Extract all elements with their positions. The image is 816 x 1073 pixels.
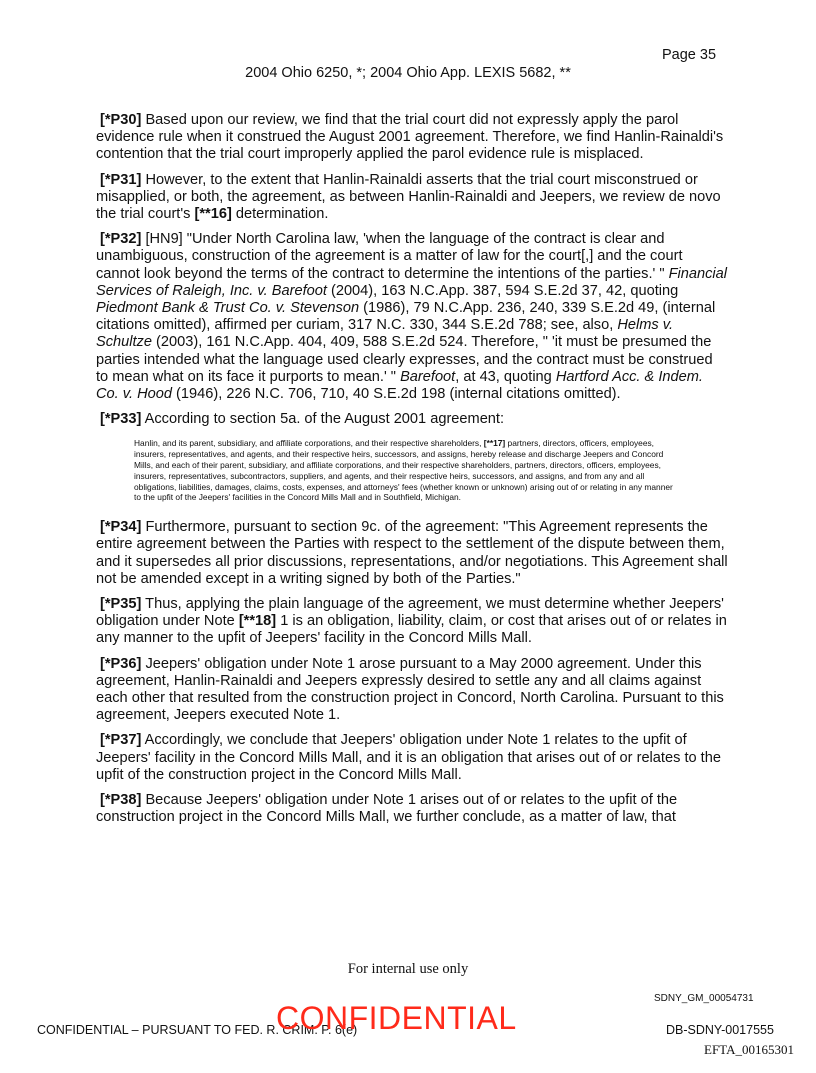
quote-text: Hanlin, and its parent, subsidiary, and affiliate corporations, and their respective shareholders, [134,438,482,449]
page-break-marker: [**16] [194,206,232,223]
bates-number-sdny-gm: SDNY_GM_00054731 [654,993,754,1004]
paragraph-text: (1986), 79 N.C.App. 236, 240, 339 S.E.2d 49, (internal citations omitted), affirmed per curiam, 317 N.C. 330, 344 S.E.2d 788; see, also, [96,300,716,334]
page-break-marker: [**18] [238,613,277,630]
paragraph-p30 [96,112,728,164]
case-name: Financial Services of Raleigh, Inc. v. Barefoot [96,265,728,299]
paragraph-p35 [96,596,728,648]
paragraph-text: Based upon our review, we find that the trial court did not expressly apply the parol evidence rule when it construed the August 2001 agreement. Therefore, we find Hanlin-Rainaldi's contention that the trial court improperly applied the parol evidence rule is misplaced. [96,112,724,163]
case-name: Helms v. Schultze [96,317,674,351]
internal-use-note: For internal use only [347,961,469,977]
paragraph-marker: [*P34] [100,519,142,536]
paragraph-text: 1 is an obligation, liability, claim, or cost that arises out of or relates in any manner to the upfit of Jeepers' facility in the Concord Mills Mall. [96,613,727,647]
paragraph-p34 [96,519,728,588]
paragraph-marker: [*P33] [100,411,142,428]
paragraph-text: , at 43, quoting [455,368,552,385]
case-citation: 2004 Ohio 6250, *; 2004 Ohio App. LEXIS 5682, ** [245,65,571,81]
paragraph-marker: [*P30] [100,112,142,128]
confidential-stamp: CONFIDENTIAL [276,1000,517,1036]
paragraph-p36 [96,656,728,725]
page-number: Page 35 [662,47,717,63]
paragraph-text: Accordingly, we conclude that Jeepers' obligation under Note 1 relates to the upfit of Jeepers' facility in the Concord Mills Mall, and it is an obligation that arises out of or relates to the upfit of the construction project in the Concord Mills Mall. [96,732,721,783]
paragraph-p31 [96,172,728,224]
paragraph-marker: [*P38] [100,792,142,809]
paragraph-marker: [*P32] [100,231,142,248]
paragraph-text: Because Jeepers' obligation under Note 1 arises out of or relates to the upfit of the construction project in the Concord Mills Mall, we further conclude, as a matter of law, that [96,792,678,826]
paragraph-marker: [*P36] [100,655,142,672]
bates-number-efta: EFTA_00165301 [704,1042,794,1057]
paragraph-marker: [*P35] [100,596,142,613]
paragraph-p38 [96,792,728,826]
paragraph-text: Jeepers' obligation under Note 1 arose pursuant to a May 2000 agreement. Under this agreement, Hanlin-Rainaldi and Jeepers expressly desired to settle any and all claims against each other that resulted from the construction project in Concord, North Carolina. Pursuant to this agreement, Jeepers executed Note 1. [96,655,724,724]
paragraph-p37 [96,732,728,784]
quote-text: partners, directors, officers, employees, insurers, representatives, and agents, and their respective heirs, successors, and assigns, hereby release and discharge Jeepers and Concord Mills, and each of their parent, subsidiary, and affiliate corporations, and their respective shareholders, partners, directors, officers, employees, insurers, representatives, subcontractors, suppliers, and agents, and their respective heirs, successors, and assigns, and from any and all obligations, liabilities, damages, claims, costs, expenses, and attorneys' fees (whether known or unknown) arising out of or relating in any manner to the upfit of the Jeepers' facilities in the Concord Mills Mall and in Southfield, Michigan. [134,438,673,503]
paragraph-text: However, to the extent that Hanlin-Rainaldi asserts that the trial court misconstrued or misapplied, or both, the agreement, as between Hanlin-Rainaldi and Jeepers, we review de novo the trial court's [96,171,721,223]
paragraph-text: [HN9] "Under North Carolina law, 'when the language of the contract is clear and unambiguous, construction of the agreement is a matter of law for the court[,] and the court cannot look beyond the terms of the contract to determine the intentions of the parties.' " [96,231,683,282]
case-name: Barefoot [400,368,456,385]
paragraph-marker: [*P31] [100,171,142,188]
paragraph-text: According to section 5a. of the August 2001 agreement: [144,411,505,428]
paragraph-text: determination. [235,206,329,223]
block-quote [134,438,674,503]
page-break-marker: [**17] [483,438,506,449]
paragraph-text: (2004), 163 N.C.App. 387, 594 S.E.2d 37, 42, quoting [330,282,679,299]
paragraph-marker: [*P37] [100,732,142,749]
confidentiality-legend: CONFIDENTIAL – PURSUANT TO FED. R. CRIM. P. 6(e) [37,1023,358,1037]
paragraph-p33 [96,411,728,428]
paragraph-text: Thus, applying the plain language of the agreement, we must determine whether Jeepers' obligation under Note [96,596,724,630]
paragraph-text: (1946), 226 N.C. 706, 710, 40 S.E.2d 198 (internal citations omitted). [176,386,621,403]
case-name: Hartford Acc. & Indem. Co. v. Hood [96,368,703,403]
case-name: Piedmont Bank & Trust Co. v. Stevenson [96,300,360,317]
opinion-body [96,112,728,834]
paragraph-text: Furthermore, pursuant to section 9c. of the agreement: "This Agreement represents the entire agreement between the Parties with respect to the settlement of the dispute between them, and it supersedes all prior discussions, representations, and/or negotiations. This Agreement shall not be amended except in a writing signed by both of the Parties." [96,519,728,587]
paragraph-p32 [96,231,728,403]
paragraph-text: (2003), 161 N.C.App. 404, 409, 588 S.E.2d 524. Therefore, " 'it must be presumed the parties intended what the language used clearly expresses, and the contract must be construed to mean what on its face it purports to mean.' " [96,334,713,385]
bates-number-db-sdny: DB-SDNY-0017555 [666,1023,774,1037]
